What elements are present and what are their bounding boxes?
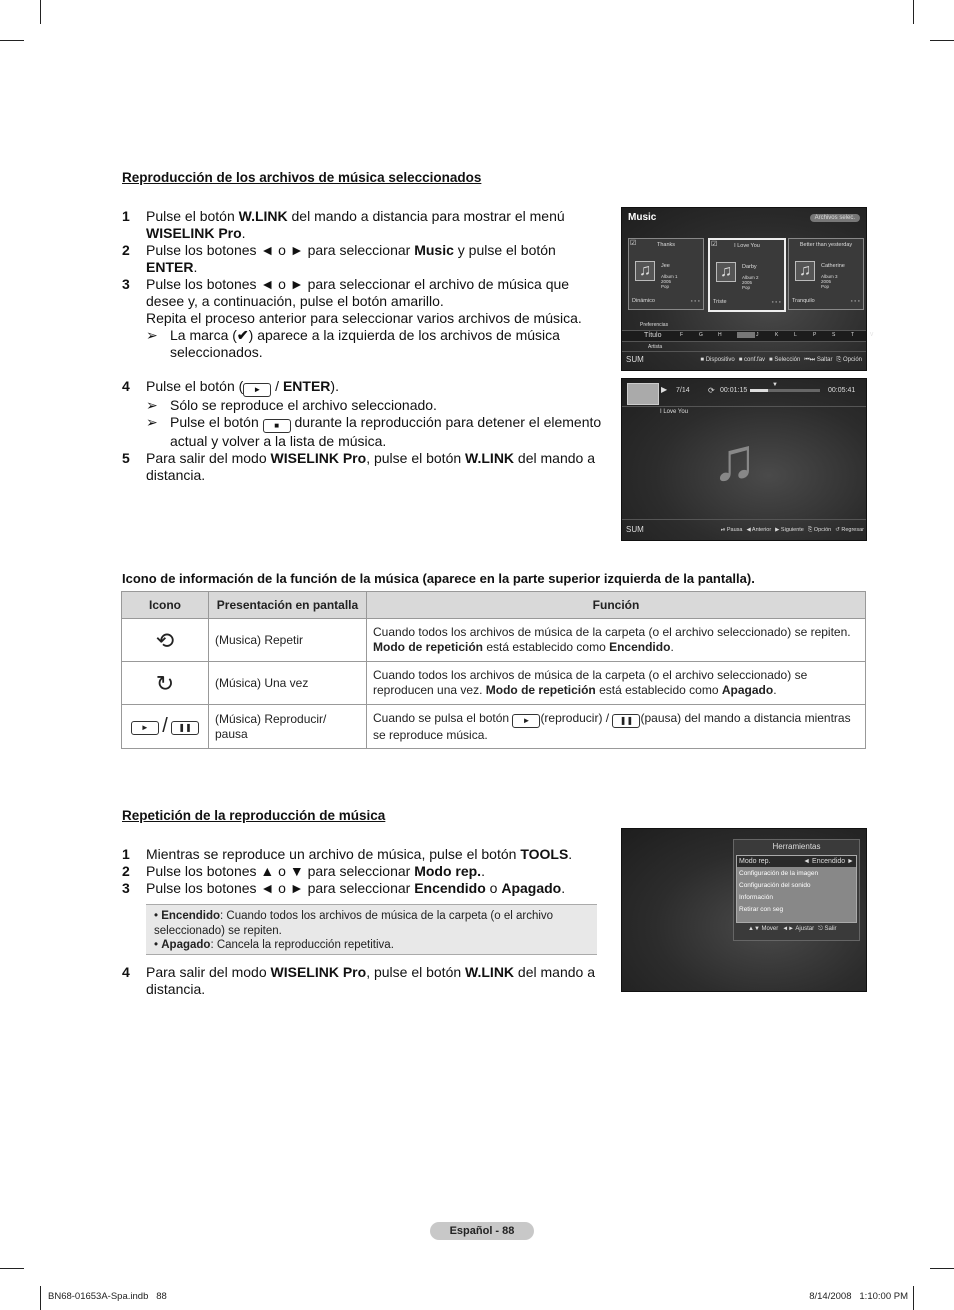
- function-cell: [367, 619, 866, 662]
- step-text: ).: [330, 378, 339, 394]
- artist-name: Jee: [661, 263, 670, 269]
- column-header: Función: [367, 592, 866, 619]
- text-run: .: [481, 863, 485, 879]
- note-single-play: [146, 397, 602, 414]
- total-time: 00:05:41: [828, 387, 856, 394]
- step-text: [146, 880, 565, 896]
- column-header: Presentación en pantalla: [209, 592, 367, 619]
- track-number: 7/14: [676, 387, 690, 394]
- sum-label: SUM: [626, 525, 644, 534]
- note-checkmark: [146, 327, 602, 361]
- legend-item: ⏯ Pausa: [720, 527, 743, 533]
- text-run: Pulse los botones ◄ o ► para seleccionar: [146, 242, 415, 258]
- crop-mark: [40, 1286, 41, 1310]
- bold-text: W.LINK: [465, 450, 515, 466]
- tools-menu: [733, 839, 860, 941]
- display-cell: (Música) Una vez: [209, 662, 367, 705]
- table-header-row: [122, 592, 866, 619]
- play-pause-icon: ► / ❚❚: [122, 705, 209, 749]
- menu-item[interactable]: Configuración de la imagen: [739, 870, 819, 877]
- progress-fill: [750, 389, 768, 392]
- checkmark-icon: ✔: [236, 327, 249, 343]
- legend-item: ◄► Ajustar: [782, 926, 815, 932]
- sort-letter[interactable]: H: [718, 332, 722, 338]
- bold-text: Apagado: [161, 939, 211, 951]
- rating-dots: ● ● ●: [771, 299, 781, 304]
- crop-mark: [913, 0, 914, 24]
- note-text: Pulse el botón: [170, 414, 263, 430]
- checkbox-icon: ☑: [630, 240, 637, 247]
- legend-item: ■ Dispositivo: [700, 357, 735, 363]
- step-text: [146, 964, 595, 997]
- text-run: .: [561, 880, 566, 896]
- sort-letter[interactable]: V: [870, 332, 874, 338]
- music-file-item[interactable]: [788, 238, 864, 310]
- legend-item: ⎋ Salir: [818, 926, 837, 932]
- function-cell: [367, 662, 866, 705]
- text-run: y pulse el botón: [453, 242, 556, 258]
- step-5: [122, 450, 602, 484]
- crop-mark: [40, 0, 41, 24]
- sort-letter[interactable]: J: [756, 332, 759, 338]
- crop-mark: [913, 1286, 914, 1310]
- artist-name: Darby: [742, 264, 757, 270]
- bold-text: Modo rep.: [414, 863, 482, 879]
- screen-legend: [696, 357, 862, 364]
- section-title-music-icons: Icono de información de la función de la música (aparece en la parte superior izquierda de la pantalla).: [122, 571, 755, 586]
- album-name: Album 3: [821, 274, 838, 279]
- cell-text: (reproducir) /: [540, 710, 613, 725]
- note-text: ) aparece a la izquierda de los archivos de música seleccionados.: [170, 327, 560, 360]
- step-text: [146, 846, 572, 862]
- text-run: está establecido como: [483, 640, 610, 654]
- mood-label: Triste: [713, 299, 727, 305]
- menu-item[interactable]: Información: [739, 894, 773, 901]
- play-button-icon: ►: [512, 714, 540, 728]
- table-row: [122, 619, 866, 662]
- repeat-all-icon: ⟲: [122, 619, 209, 662]
- bold-text: W.LINK: [238, 208, 288, 224]
- text-run: .: [568, 846, 573, 862]
- bullet-item: • Encendido: Cuando todos los archivos de música de la carpeta (o el archivo seleccionado) se repiten.: [154, 910, 554, 937]
- step-text: [146, 863, 485, 879]
- menu-item-value: ◄ Encendido ►: [803, 858, 854, 865]
- music-note-icon: ♫: [716, 262, 736, 282]
- text-run: Pulse los botones ▲ o ▼ para seleccionar: [146, 863, 415, 879]
- bold-text: Apagado: [501, 880, 562, 896]
- arrow-icon: ➢: [146, 414, 158, 430]
- sum-label: SUM: [626, 355, 644, 364]
- step-1: [122, 846, 602, 863]
- text-run: , pulse el botón: [366, 964, 466, 980]
- song-title: Better than yesterday: [799, 242, 853, 248]
- screen-title: Music: [628, 212, 657, 223]
- cell-text: Cuando se pulsa el botón: [373, 710, 513, 725]
- artist-name: Catherine: [821, 263, 845, 269]
- music-file-item[interactable]: [708, 238, 786, 312]
- function-cell: [367, 705, 866, 749]
- text-run: del mando a distancia para mostrar el menú: [287, 208, 565, 224]
- note-stop: [146, 414, 602, 450]
- album-name: Album 1: [661, 274, 678, 279]
- step-text: /: [271, 378, 283, 394]
- display-cell: (Musica) Repetir: [209, 619, 367, 662]
- text-run: .: [241, 225, 246, 241]
- progress-bar: [750, 389, 820, 392]
- crop-mark: [930, 1268, 954, 1269]
- album-name: Album 2: [742, 275, 759, 280]
- menu-item[interactable]: Retirar con seg: [739, 906, 784, 913]
- step-number: 1: [122, 208, 130, 224]
- step-3: [122, 880, 602, 897]
- step-text: Pulse el botón (: [146, 378, 244, 394]
- bold-text: Modo de repetición: [485, 683, 596, 697]
- repeat-once-icon: ↻: [122, 662, 209, 705]
- now-playing-screenshot: [621, 378, 867, 541]
- file-name: BN68-01653A-Spa.indb 88: [48, 1291, 167, 1302]
- legend-item: ◀ Anterior: [746, 527, 772, 533]
- step-number: 4: [122, 378, 130, 394]
- menu-title: Herramientas: [772, 842, 821, 851]
- text-run: Para salir del modo: [146, 964, 271, 980]
- song-title: Thanks: [656, 242, 676, 248]
- checkbox-icon: ☑: [711, 241, 718, 248]
- stop-button-icon: ■: [263, 419, 291, 433]
- legend-item: ■ conf.fav: [738, 357, 766, 363]
- step-3: [122, 276, 602, 327]
- text-run: , pulse el botón: [366, 450, 466, 466]
- section-title-selected-music: Reproducción de los archivos de música seleccionados: [122, 170, 482, 185]
- step-4: [122, 378, 602, 397]
- repeat-icon: ⟳: [708, 386, 715, 395]
- text-run: : Cancela la reproducción repetitiva.: [210, 939, 394, 951]
- rating-dots: ● ● ●: [690, 298, 700, 303]
- selected-files-badge: Archivos selec.: [810, 214, 860, 222]
- text-run: .: [670, 640, 674, 654]
- text-run: Cuando todos los archivos de música de la carpeta (o el archivo seleccionado) se reproducen una vez.: [373, 668, 808, 697]
- legend-item: ↺ Regresar: [835, 527, 864, 533]
- screen-legend: [717, 527, 864, 534]
- bold-text: Modo de repetición: [373, 640, 484, 654]
- year: 2005: [821, 279, 832, 284]
- arrow-icon: ➢: [146, 327, 158, 343]
- text-run: del mando a distancia.: [146, 964, 595, 997]
- crop-mark: [0, 40, 24, 41]
- legend-item: ▲▼ Mover: [748, 926, 779, 932]
- music-note-icon: ♫: [712, 426, 757, 493]
- bold-text: WISELINK Pro: [270, 964, 367, 980]
- music-file-item[interactable]: [628, 238, 704, 310]
- bullet-text: [154, 910, 553, 937]
- selected-music-steps: [122, 208, 602, 484]
- step-3-extra: Repita el proceso anterior para seleccionar varios archivos de música.: [146, 310, 582, 326]
- music-note-icon: ♫: [635, 261, 655, 281]
- play-button-icon: ►: [243, 383, 271, 397]
- crop-mark: [0, 1268, 24, 1269]
- step-number: 5: [122, 450, 130, 466]
- music-note-icon: ♫: [795, 261, 815, 281]
- step-number: 2: [122, 863, 130, 879]
- menu-item-label: Modo rep.: [739, 858, 771, 865]
- sort-letter[interactable]: P: [813, 332, 817, 338]
- bullet-text: [161, 939, 394, 951]
- step-text: [146, 242, 556, 275]
- text-run: Cuando todos los archivos de música de la carpeta (o el archivo seleccionado) se repiten.: [373, 625, 851, 639]
- legend-item: ⎘ Opción: [807, 527, 832, 533]
- genre: Pop: [661, 284, 670, 289]
- preferences-label: Preferencias: [640, 322, 669, 328]
- text-run: Mientras se reproduce un archivo de música, pulse el botón: [146, 846, 521, 862]
- section-title-repeat: Repetición de la reproducción de música: [122, 808, 386, 823]
- menu-legend: [744, 926, 837, 933]
- step-number: 2: [122, 242, 130, 258]
- crop-mark: [930, 40, 954, 41]
- genre: Pop: [821, 284, 830, 289]
- legend-item: ⏮⏭ Saltar: [804, 357, 833, 363]
- text-run: Pulse los botones ◄ o ► para seleccionar el archivo de música que desee y, a continuación, pulse el botón amarillo.: [146, 276, 570, 309]
- step-number: 3: [122, 276, 130, 292]
- year: 2005: [742, 280, 753, 285]
- sort-letter[interactable]: K: [775, 332, 779, 338]
- legend-item: ■ Selección: [769, 357, 801, 363]
- rating-dots: ● ● ●: [850, 298, 860, 303]
- repeat-step-4: [122, 964, 602, 998]
- text-run: o: [485, 880, 502, 896]
- song-title: I Love You: [660, 409, 689, 415]
- column-header: Icono: [122, 592, 209, 619]
- song-title: I Love You: [734, 243, 760, 249]
- play-state-icon: ▶: [661, 385, 668, 394]
- bold-text: Encendido: [414, 880, 486, 896]
- pause-button-icon: ❚❚: [612, 714, 640, 728]
- sort-letter[interactable]: [737, 332, 755, 338]
- table-row: [122, 662, 866, 705]
- legend-item: ⎘ Opción: [836, 357, 862, 363]
- text-run: Pulse los botones ◄ o ► para seleccionar: [146, 880, 415, 896]
- note-text: durante la reproducción para detener el elemento actual y volver a la lista de música.: [170, 414, 602, 449]
- bold-text: WISELINK Pro: [270, 450, 367, 466]
- menu-body: [736, 855, 857, 923]
- text-run: .: [773, 683, 777, 697]
- page-number: Español - 88: [430, 1222, 534, 1240]
- bullet-item: • Apagado: Cancela la reproducción repetitiva.: [154, 939, 394, 951]
- menu-item[interactable]: Configuración del sonido: [739, 882, 811, 889]
- text-run: .: [193, 259, 198, 275]
- text-run: Pulse el botón: [146, 208, 239, 224]
- genre: Pop: [742, 285, 751, 290]
- music-icon-table: [121, 591, 866, 749]
- legend-item: ▶ Siguiente: [775, 527, 804, 533]
- mood-label: Tranquilo: [792, 298, 815, 304]
- step-2: [122, 242, 602, 276]
- print-date: 8/14/2008 1:10:00 PM: [809, 1291, 908, 1302]
- bold-text: TOOLS: [520, 846, 569, 862]
- music-list-screenshot: [621, 207, 874, 371]
- artist-label: Artista: [648, 344, 663, 350]
- note-text: Sólo se reproduce el archivo seleccionado.: [170, 397, 437, 413]
- text-run: está establecido como: [595, 683, 722, 697]
- sort-bar: [622, 330, 874, 342]
- arrow-icon: ➢: [146, 397, 158, 413]
- mood-label: Dinámico: [632, 298, 655, 304]
- repeat-options-note: [146, 904, 597, 955]
- cell-text: (pausa) del mando a distancia mientras se reproduce música.: [373, 710, 851, 742]
- sort-letter[interactable]: F: [680, 332, 684, 338]
- text-run: del mando a distancia.: [146, 450, 595, 483]
- table-row: [122, 705, 866, 749]
- repeat-steps: [122, 846, 602, 897]
- step-number: 1: [122, 846, 130, 862]
- step-text: [146, 450, 595, 483]
- sort-letter[interactable]: T: [851, 332, 855, 338]
- step-4: [122, 964, 602, 998]
- menu-item-repeat-mode[interactable]: [737, 856, 856, 867]
- bold-text: Apagado: [721, 683, 774, 697]
- note-text: La marca (: [170, 327, 237, 343]
- enter-label: ENTER: [282, 378, 331, 394]
- elapsed-time: 00:01:15: [720, 387, 748, 394]
- year: 2005: [661, 279, 672, 284]
- step-2: [122, 863, 602, 880]
- bold-text: Music: [414, 242, 454, 258]
- step-text: [146, 276, 569, 309]
- sort-label: Título: [644, 332, 662, 339]
- bold-text: WISELINK Pro: [146, 225, 242, 241]
- bold-text: Encendido: [161, 910, 221, 922]
- sort-letter[interactable]: G: [699, 332, 703, 338]
- text-run: : Cuando todos los archivos de música de la carpeta (o el archivo seleccionado) se repiten.: [154, 910, 554, 937]
- sort-letter[interactable]: L: [794, 332, 797, 338]
- bold-text: ENTER: [146, 259, 194, 275]
- album-art-icon: [627, 383, 659, 405]
- step-1: [122, 208, 602, 242]
- text-run: Para salir del modo: [146, 450, 271, 466]
- step-number: 3: [122, 880, 130, 896]
- bold-text: Encendido: [609, 640, 671, 654]
- tools-menu-screenshot: [621, 828, 867, 992]
- sort-letter[interactable]: S: [832, 332, 836, 338]
- progress-marker-icon: ▼: [772, 382, 778, 388]
- step-number: 4: [122, 964, 130, 980]
- step-text: [146, 208, 565, 241]
- bold-text: W.LINK: [465, 964, 515, 980]
- display-cell: (Música) Reproducir/ pausa: [209, 705, 367, 749]
